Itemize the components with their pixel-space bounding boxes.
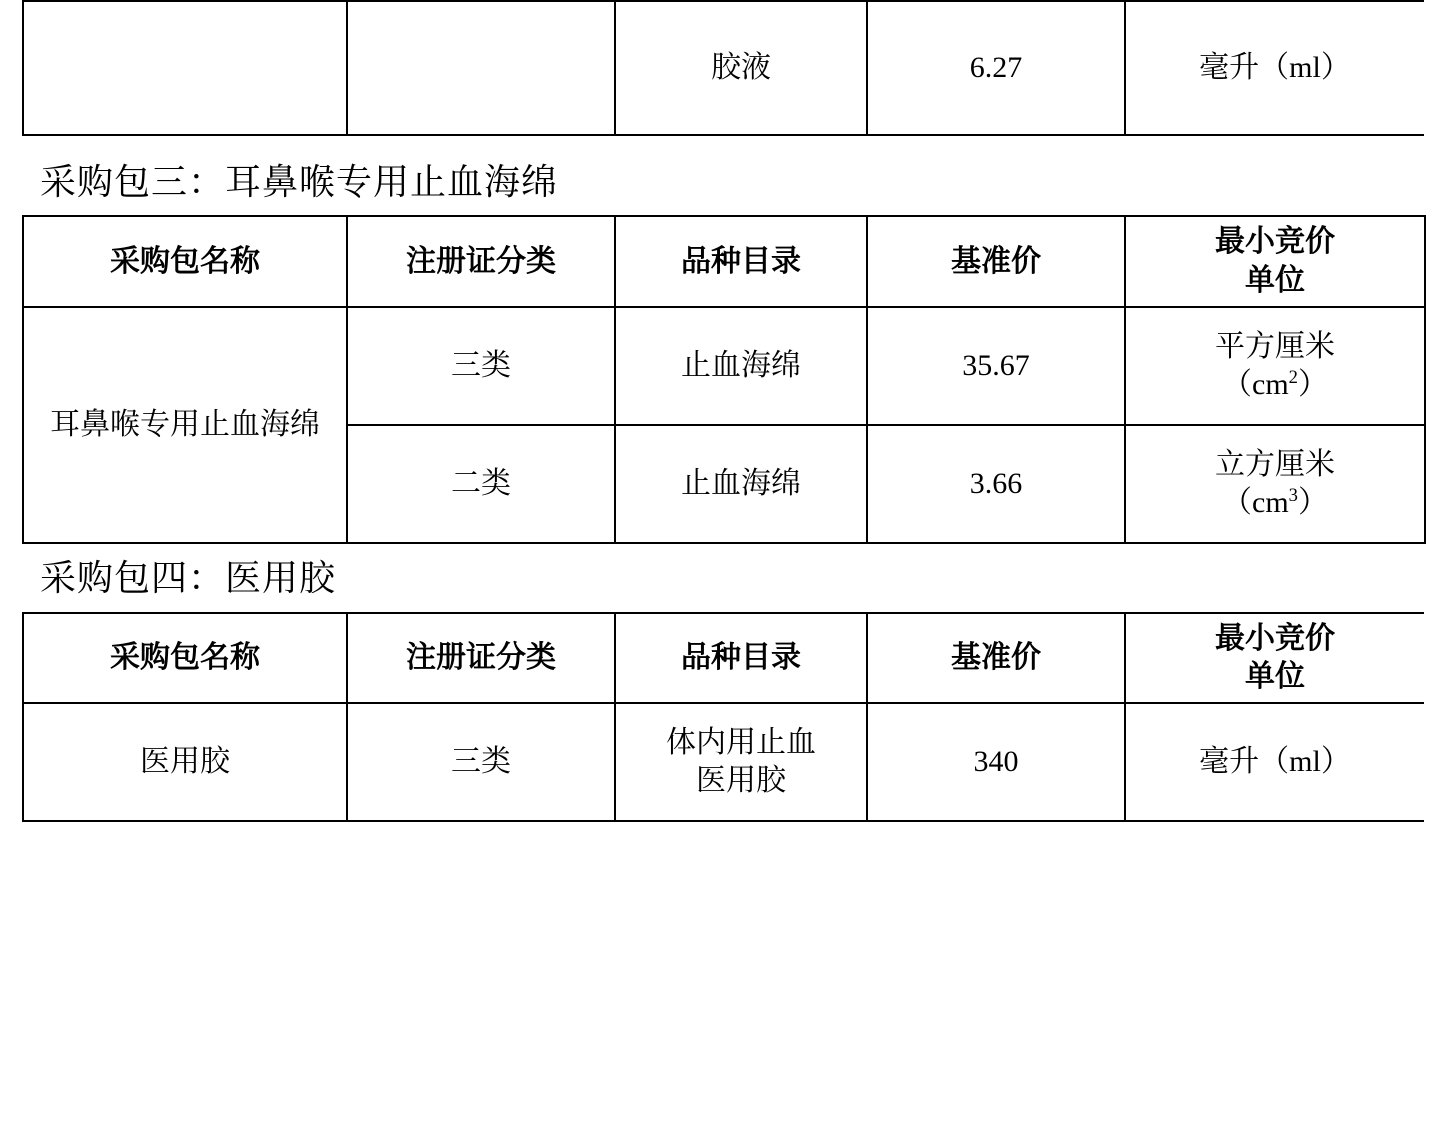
table-package-four	[22, 612, 1424, 823]
cell-registration-class: 三类	[347, 307, 615, 425]
cell-min-bid-unit: 毫升（ml）	[1125, 1, 1424, 135]
table-continuation	[22, 0, 1424, 136]
col-header-catalog: 品种目录	[615, 216, 867, 307]
section-heading-package-three: 采购包三：耳鼻喉专用止血海绵	[40, 162, 559, 202]
cell-empty-2	[347, 1, 615, 135]
cell-base-price: 340	[867, 703, 1125, 821]
table-package-three	[22, 215, 1426, 544]
cell-empty-1	[23, 1, 347, 135]
cell-catalog-line1: 体内用止血	[666, 725, 816, 759]
col-header-min-bid-unit-line2: 单位	[1245, 659, 1305, 693]
min-bid-unit-symbol-suffix: ）	[1297, 368, 1328, 402]
section-heading-package-four: 采购包四：医用胶	[40, 558, 337, 599]
cell-catalog-line2: 医用胶	[696, 764, 786, 798]
col-header-registration-class: 注册证分类	[347, 613, 615, 704]
table-continuation-wrapper	[22, 0, 1424, 148]
col-header-registration-class: 注册证分类	[347, 216, 615, 307]
cell-registration-class: 二类	[347, 425, 615, 543]
min-bid-unit-symbol-prefix: （cm	[1222, 368, 1289, 402]
table-header-row	[23, 613, 1424, 704]
col-header-base-price: 基准价	[867, 613, 1125, 704]
cell-registration-class: 三类	[347, 703, 615, 821]
min-bid-unit-text: 立方厘米	[1215, 447, 1335, 481]
cell-min-bid-unit	[1125, 425, 1425, 543]
col-header-min-bid-unit-line1: 最小竞价	[1215, 621, 1335, 655]
cell-catalog	[615, 703, 867, 821]
table-row	[23, 703, 1424, 821]
cell-package-name: 医用胶	[23, 703, 347, 821]
col-header-package-name: 采购包名称	[23, 216, 347, 307]
min-bid-unit-symbol-prefix: （cm	[1222, 486, 1289, 520]
cell-base-price: 6.27	[867, 1, 1125, 135]
col-header-min-bid-unit	[1125, 613, 1424, 704]
col-header-package-name: 采购包名称	[23, 613, 347, 704]
col-header-min-bid-unit-line1: 最小竞价	[1215, 225, 1335, 259]
col-header-catalog: 品种目录	[615, 613, 867, 704]
cell-min-bid-unit: 毫升（ml）	[1125, 703, 1424, 821]
col-header-min-bid-unit-line2: 单位	[1245, 263, 1305, 297]
min-bid-unit-symbol	[1130, 484, 1420, 522]
cell-catalog: 止血海绵	[615, 425, 867, 543]
cell-catalog: 胶液	[615, 1, 867, 135]
cell-min-bid-unit	[1125, 307, 1425, 425]
table-row	[23, 1, 1424, 135]
min-bid-unit-exponent: 2	[1288, 367, 1298, 389]
table-package-four-wrapper	[22, 612, 1424, 892]
col-header-base-price: 基准价	[867, 216, 1125, 307]
cell-package-name: 耳鼻喉专用止血海绵	[23, 307, 347, 543]
cell-catalog: 止血海绵	[615, 307, 867, 425]
cell-base-price: 3.66	[867, 425, 1125, 543]
table-header-row	[23, 216, 1425, 307]
cell-base-price: 35.67	[867, 307, 1125, 425]
min-bid-unit-symbol	[1130, 366, 1420, 404]
min-bid-unit-text: 平方厘米	[1215, 329, 1335, 363]
min-bid-unit-symbol-suffix: ）	[1297, 486, 1328, 520]
col-header-min-bid-unit	[1125, 216, 1425, 307]
table-row	[23, 307, 1425, 425]
min-bid-unit-exponent: 3	[1288, 485, 1298, 507]
